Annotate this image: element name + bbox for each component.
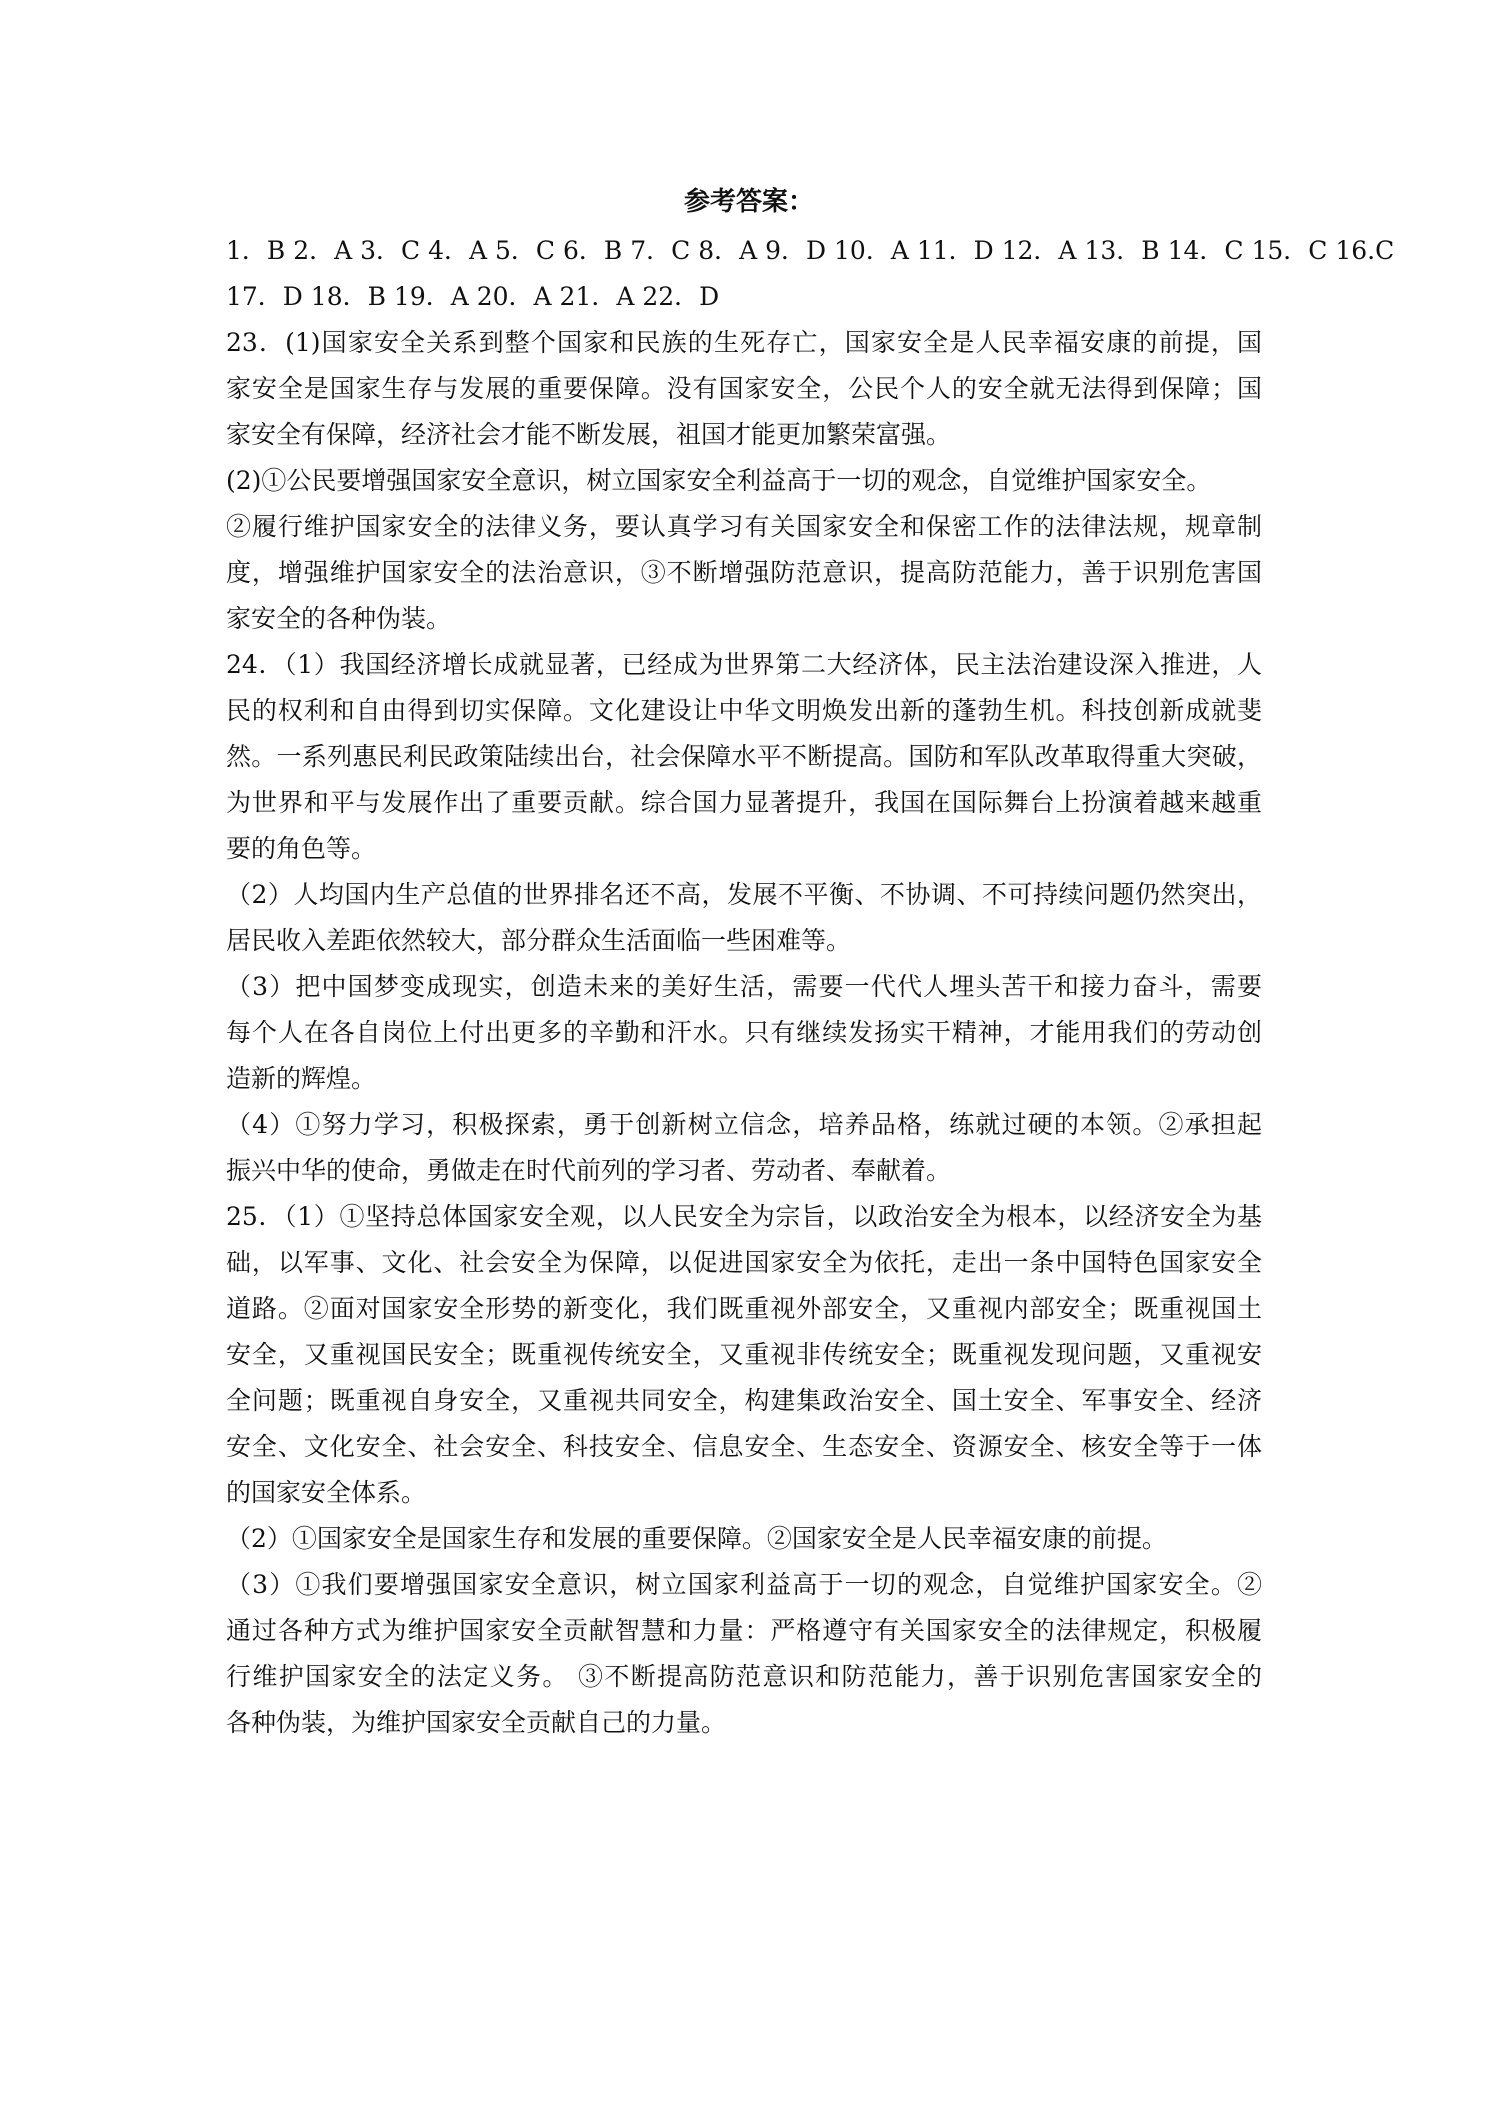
q23-line: 23．(1)国家安全关系到整个国家和民族的生死存亡，国家安全是人民幸福安康的前提，国 <box>226 328 1262 357</box>
q25-line: 各种伪装，为维护国家安全贡献自己的力量。 <box>226 1708 727 1737</box>
mc-answers-line-2: 17．D 18．B 19．A 20．A 21．A 22．D <box>226 282 720 311</box>
q25-line: 安全，又重视国民安全；既重视传统安全，又重视非传统安全；既重视发现问题，又重视安 <box>226 1340 1262 1369</box>
q25-line: 全问题；既重视自身安全，又重视共同安全，构建集政治安全、国土安全、军事安全、经济 <box>226 1386 1262 1415</box>
q23-line: (2)①公民要增强国家安全意识，树立国家安全利益高于一切的观念，自觉维护国家安全。 <box>226 466 1212 495</box>
q24-line: 要的角色等。 <box>226 834 377 863</box>
q24-line: 为世界和平与发展作出了重要贡献。综合国力显著提升，我国在国际舞台上扮演着越来越重 <box>226 788 1262 817</box>
q24-line: 24．（1）我国经济增长成就显著，已经成为世界第二大经济体，民主法治建设深入推进，人 <box>226 650 1262 679</box>
q24-line: 振兴中华的使命，勇做走在时代前列的学习者、劳动者、奉献着。 <box>226 1156 952 1185</box>
q24-line: （3）把中国梦变成现实，创造未来的美好生活，需要一代代人埋头苦干和接力奋斗，需要 <box>226 972 1262 1001</box>
q25-line: （3）①我们要增强国家安全意识，树立国家利益高于一切的观念，自觉维护国家安全。② <box>226 1570 1262 1599</box>
page-title: 参考答案： <box>683 187 814 217</box>
q24-line: 然。一系列惠民利民政策陆续出台，社会保障水平不断提高。国防和军队改革取得重大突破， <box>226 742 1262 771</box>
q25-line: （2）①国家安全是国家生存和发展的重要保障。②国家安全是人民幸福安康的前提。 <box>226 1524 1167 1553</box>
q23-line: 家安全的各种伪装。 <box>226 604 452 633</box>
mc-answers-line-1: 1．B 2．A 3．C 4．A 5．C 6．B 7．C 8．A 9．D 10．A 11．D 12．A 13．B 14．C 15．C 16.C <box>226 236 1395 265</box>
q23-line: 度，增强维护国家安全的法治意识，③不断增强防范意识，提高防范能力，善于识别危害国 <box>226 558 1262 587</box>
q24-line: 民的权利和自由得到切实保障。文化建设让中华文明焕发出新的蓬勃生机。科技创新成就斐 <box>226 696 1262 725</box>
q25-line: 行维护国家安全的法定义务。 ③不断提高防范意识和防范能力，善于识别危害国家安全的 <box>226 1662 1262 1691</box>
q25-line: 道路。②面对国家安全形势的新变化，我们既重视外部安全，又重视内部安全；既重视国土 <box>226 1294 1262 1323</box>
q24-line: （2）人均国内生产总值的世界排名还不高，发展不平衡、不协调、不可持续问题仍然突出， <box>226 880 1262 909</box>
q25-line: 通过各种方式为维护国家安全贡献智慧和力量：严格遵守有关国家安全的法律规定，积极履 <box>226 1616 1262 1645</box>
q23-line: 家安全有保障，经济社会才能不断发展，祖国才能更加繁荣富强。 <box>226 420 952 449</box>
q25-line: 安全、文化安全、社会安全、科技安全、信息安全、生态安全、资源安全、核安全等于一体 <box>226 1432 1262 1461</box>
q25-line: 础，以军事、文化、社会安全为保障，以促进国家安全为依托，走出一条中国特色国家安全 <box>226 1248 1262 1277</box>
q23-line: ②履行维护国家安全的法律义务，要认真学习有关国家安全和保密工作的法律法规，规章制 <box>226 512 1262 541</box>
q24-line: 造新的辉煌。 <box>226 1064 377 1093</box>
q24-line: 居民收入差距依然较大，部分群众生活面临一些困难等。 <box>226 926 852 955</box>
q24-line: （4）①努力学习，积极探索，勇于创新树立信念，培养品格，练就过硬的本领。②承担起 <box>226 1110 1262 1139</box>
q24-line: 每个人在各自岗位上付出更多的辛勤和汗水。只有继续发扬实干精神，才能用我们的劳动创 <box>226 1018 1262 1047</box>
q25-line: 的国家安全体系。 <box>226 1478 427 1507</box>
q23-line: 家安全是国家生存与发展的重要保障。没有国家安全，公民个人的安全就无法得到保障；国 <box>226 374 1262 403</box>
q25-line: 25．（1）①坚持总体国家安全观，以人民安全为宗旨，以政治安全为根本，以经济安全为基 <box>226 1202 1262 1231</box>
